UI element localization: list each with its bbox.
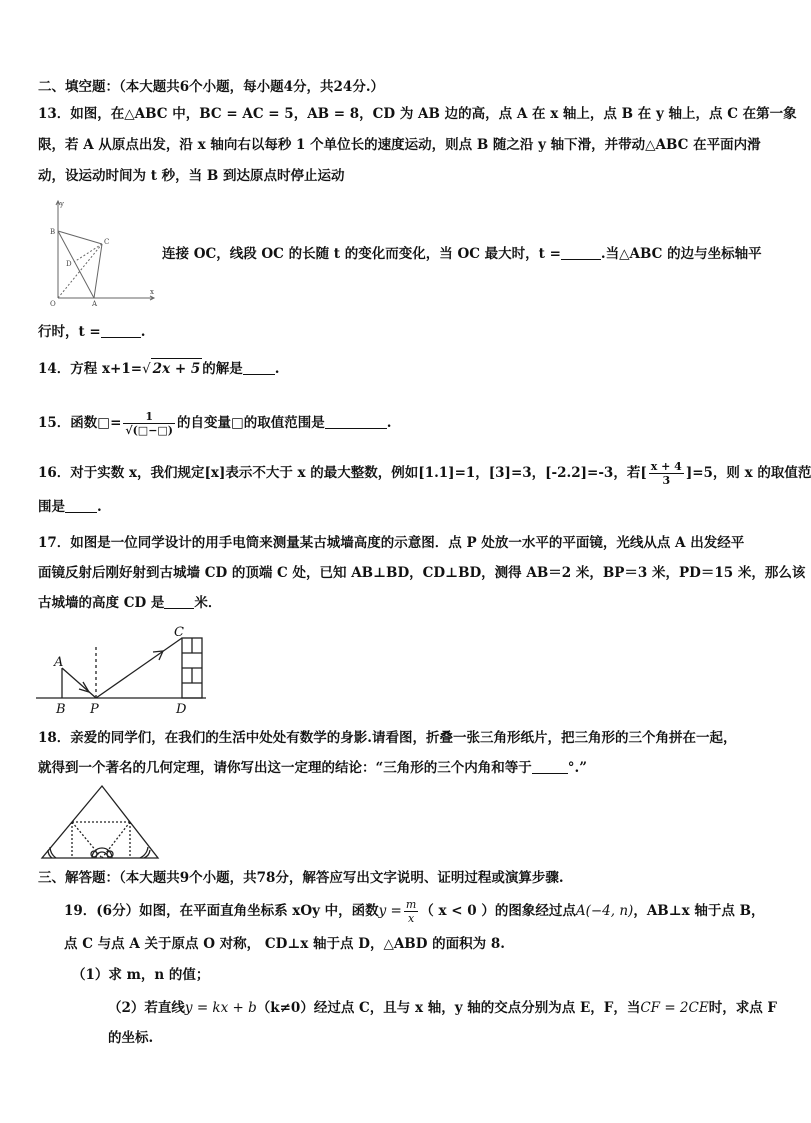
q19-part-1: （1）求 m，n 的值；	[72, 967, 210, 983]
q14-line: 14．方程 x+1=√ 2x + 5 的解是 .	[38, 358, 279, 379]
q19-part-2-line-2: 的坐标.	[108, 1030, 154, 1046]
q16-line-1: 16．对于实数 x，我们规定[x]表示不大于 x 的最大整数，例如[1.1]=1，[3]=3，[-2.2]=-3，若[ $\frac{x + 4}{3}$ ]=5，则 x 的取值范	[38, 460, 811, 487]
q13-label-d: D	[66, 260, 72, 268]
q18-line-1: 18．亲爱的同学们，在我们的生活中处处有数学的身影.请看图，折叠一张三角形纸片，把三角形的三个角拼在一起，	[38, 730, 737, 746]
section-2-heading: 二、填空题：（本大题共6个小题，每小题4分，共24分.）	[38, 79, 385, 95]
q14-radicand: 2x + 5	[151, 358, 203, 379]
q17-incident-ray	[62, 668, 96, 698]
q13-label-o: O	[50, 300, 56, 308]
q13-line-3: 动，设运动时间为 t 秒，当 B 到达原点时停止运动	[38, 168, 345, 184]
q17-label-a: A	[54, 655, 64, 670]
section-3-heading: 三、解答题：（本大题共9个小题，共78分，解答应写出文字说明、证明过程或演算步骤.	[38, 870, 564, 886]
q14-answer-blank[interactable]	[243, 360, 275, 375]
q17-line-1: 17．如图是一位同学设计的用手电筒来测量某古城墙高度的示意图．点 P 处放一水平的平面镜，光线从点 A 出发经平	[38, 535, 745, 551]
q13-line-1: 13．如图，在△ABC 中，BC = AC = 5，AB = 8，CD 为 AB 边的高，点 A 在 x 轴上，点 B 在 y 轴上，点 C 在第一象	[38, 106, 797, 122]
q13-line-2: 限，若 A 从原点出发，沿 x 轴向右以每秒 1 个单位长的速度运动，则点 B 随之沿 y 轴下滑，并带动△ABC 在平面内滑	[38, 137, 761, 153]
q13-side-ab	[58, 231, 94, 298]
q13-label-a: A	[92, 300, 98, 308]
q13-label-b: B	[50, 228, 56, 236]
q13-label-y: y	[60, 200, 64, 208]
q13-label-x: x	[150, 288, 154, 296]
q16-line-2: 围是 .	[38, 499, 102, 515]
q16-answer-blank[interactable]	[65, 498, 97, 513]
q13-answer-blank-2[interactable]	[101, 323, 141, 338]
q17-figure	[36, 624, 216, 716]
q17-label-b: B	[56, 702, 66, 717]
q13-figure	[42, 196, 162, 308]
q13-altitude-cd	[74, 244, 102, 262]
q17-reflected-ray	[96, 638, 182, 698]
q19-fraction: $\frac{m}{x}$	[405, 898, 417, 925]
q18-triangle-figure	[40, 784, 164, 862]
q13-label-c: C	[104, 238, 110, 246]
q13-answer-blank-1[interactable]	[561, 245, 601, 260]
q15-answer-blank[interactable]	[325, 414, 387, 429]
q13-line-5: 行时，t = .	[38, 324, 146, 340]
q17-label-c: C	[174, 625, 184, 640]
q15-fraction: $\frac{1}{√(□-□)}$	[125, 410, 174, 437]
q19-line-1: 19．(6分）如图，在平面直角坐标系 xOy 中，函数y = $\frac{m}{x}$ （ x < 0 ）的图象经过点A(−4, n)，AB⊥x 轴于点 B，	[64, 898, 765, 925]
q16-fraction: $\frac{x + 4}{3}$	[650, 460, 682, 487]
q19-line-2: 点 C 与点 A 关于原点 O 对称， CD⊥x 轴于点 D，△ABD 的面积为 8.	[64, 936, 505, 952]
q19-part-2-line-1: （2）若直线y = kx + b（k≠0）经过点 C，且与 x 轴，y 轴的交点分别为点 E，F，当CF = 2CE时，求点 F	[108, 1000, 778, 1016]
q18-line-2: 就得到一个著名的几何定理，请你写出这一定理的结论：“三角形的三个内角和等于 °.”	[38, 760, 587, 776]
q17-line-3: 古城墙的高度 CD 是 米．	[38, 595, 222, 611]
q17-label-p: P	[90, 702, 99, 717]
q13-side-bc	[58, 231, 102, 244]
q18-answer-blank[interactable]	[532, 759, 568, 774]
q13-line-4: 连接 OC，线段 OC 的长随 t 的变化而变化，当 OC 最大时，t = .当△ABC 的边与坐标轴平	[162, 246, 762, 262]
q17-label-d: D	[176, 702, 187, 717]
q15-line: 15．函数□= $\frac{1}{√(□-□)}$ 的自变量□的取值范围是 .	[38, 410, 392, 437]
q17-answer-blank[interactable]	[164, 594, 194, 609]
q13-side-ca	[94, 244, 102, 298]
q17-line-2: 面镜反射后刚好射到古城墙 CD 的顶端 C 处，已知 AB⊥BD，CD⊥BD，测得 AB＝2 米，BP＝3 米，PD＝15 米，那么该	[38, 565, 806, 581]
